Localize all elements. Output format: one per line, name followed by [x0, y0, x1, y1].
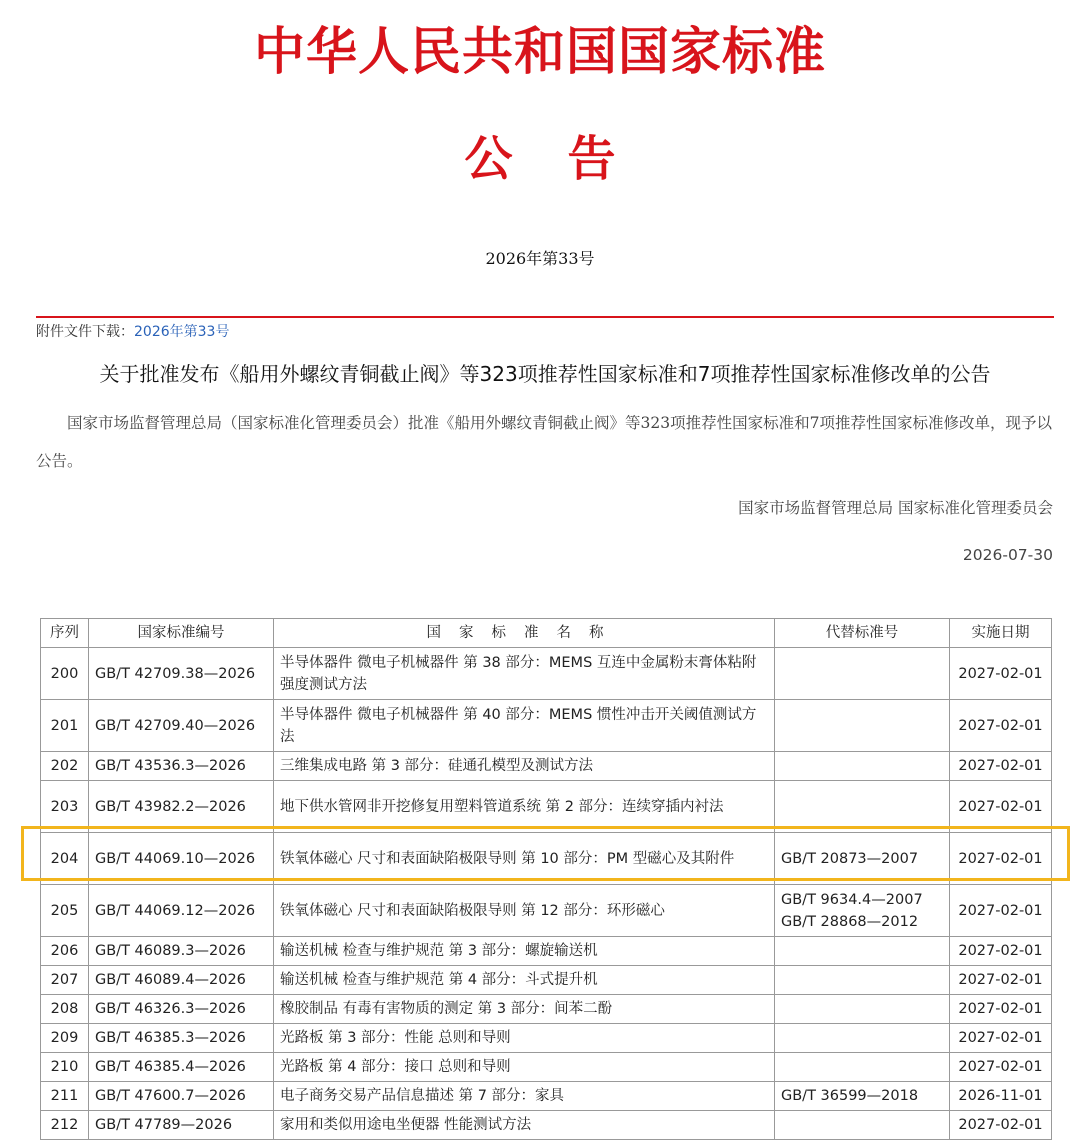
masthead-subtitle: 公告	[464, 131, 671, 187]
cell-name: 电子商务交易产品信息描述 第 7 部分：家具	[274, 1082, 775, 1111]
cell-seq: 203	[41, 781, 89, 833]
table-row	[41, 937, 1052, 966]
cell-name: 输送机械 检查与维护规范 第 4 部分：斗式提升机	[274, 966, 775, 995]
cell-code: GB/T 44069.12—2026	[89, 885, 274, 937]
cell-name: 半导体器件 微电子机械器件 第 40 部分：MEMS 惯性冲击开关阈值测试方法	[274, 700, 775, 752]
cell-code: GB/T 46089.4—2026	[89, 966, 274, 995]
table-row	[41, 752, 1052, 781]
cell-effective: 2027-02-01	[950, 700, 1052, 752]
cell-code: GB/T 42709.40—2026	[89, 700, 274, 752]
cell-code: GB/T 46385.3—2026	[89, 1024, 274, 1053]
replaces-line: GB/T 9634.4—2007	[781, 891, 923, 908]
header-name: 国家标准名称	[274, 619, 775, 648]
cell-effective: 2027-02-01	[950, 1053, 1052, 1082]
cell-effective: 2027-02-01	[950, 995, 1052, 1024]
cell-effective: 2027-02-01	[950, 781, 1052, 833]
cell-name: 光路板 第 4 部分：接口 总则和导则	[274, 1053, 775, 1082]
table-row-highlighted	[41, 833, 1052, 885]
table-row	[41, 995, 1052, 1024]
cell-replaces	[775, 937, 950, 966]
cell-name: 输送机械 检查与维护规范 第 3 部分：螺旋输送机	[274, 937, 775, 966]
standards-table	[40, 618, 1052, 1140]
cell-code: GB/T 47789—2026	[89, 1111, 274, 1140]
cell-seq: 200	[41, 648, 89, 700]
cell-name: 半导体器件 微电子机械器件 第 38 部分：MEMS 互连中金属粉末膏体粘附强度测试方法	[274, 648, 775, 700]
cell-replaces: GB/T 20873—2007	[775, 833, 950, 885]
cell-name: 橡胶制品 有毒有害物质的测定 第 3 部分：间苯二酚	[274, 995, 775, 1024]
cell-effective: 2027-02-01	[950, 885, 1052, 937]
cell-name: 三维集成电路 第 3 部分：硅通孔模型及测试方法	[274, 752, 775, 781]
header-seq: 序列	[41, 619, 89, 648]
cell-replaces	[775, 995, 950, 1024]
cell-seq: 206	[41, 937, 89, 966]
table-row	[41, 966, 1052, 995]
cell-effective: 2027-02-01	[950, 752, 1052, 781]
cell-code: GB/T 47600.7—2026	[89, 1082, 274, 1111]
cell-effective: 2027-02-01	[950, 1111, 1052, 1140]
cell-seq: 209	[41, 1024, 89, 1053]
cell-seq: 205	[41, 885, 89, 937]
cell-code: GB/T 43982.2—2026	[89, 781, 274, 833]
attachment-label: 附件文件下载：	[36, 324, 134, 340]
cell-replaces	[775, 752, 950, 781]
cell-code: GB/T 44069.10—2026	[89, 833, 274, 885]
cell-effective: 2027-02-01	[950, 833, 1052, 885]
cell-seq: 207	[41, 966, 89, 995]
header-code: 国家标准编号	[89, 619, 274, 648]
cell-seq: 212	[41, 1111, 89, 1140]
table-row	[41, 700, 1052, 752]
table-row	[41, 781, 1052, 833]
cell-code: GB/T 43536.3—2026	[89, 752, 274, 781]
table-row	[41, 1082, 1052, 1111]
attachment-download-link[interactable]: 2026年第33号	[134, 324, 230, 340]
cell-replaces	[775, 648, 950, 700]
cell-code: GB/T 46385.4—2026	[89, 1053, 274, 1082]
masthead-title: 中华人民共和国国家标准	[253, 22, 826, 82]
cell-code: GB/T 46326.3—2026	[89, 995, 274, 1024]
cell-effective: 2027-02-01	[950, 648, 1052, 700]
red-divider	[36, 316, 1054, 318]
cell-name: 家用和类似用途电坐便器 性能测试方法	[274, 1111, 775, 1140]
cell-name: 地下供水管网非开挖修复用塑料管道系统 第 2 部分：连续穿插内衬法	[274, 781, 775, 833]
cell-replaces	[775, 1024, 950, 1053]
issue-date: 2026-07-30	[962, 546, 1053, 564]
cell-code: GB/T 46089.3—2026	[89, 937, 274, 966]
header-effective: 实施日期	[950, 619, 1052, 648]
cell-replaces	[775, 885, 950, 937]
cell-effective: 2027-02-01	[950, 966, 1052, 995]
cell-effective: 2026-11-01	[950, 1082, 1052, 1111]
cell-name: 铁氧体磁心 尺寸和表面缺陷极限导则 第 10 部分：PM 型磁心及其附件	[274, 833, 775, 885]
issuer-signature: 国家市场监督管理总局 国家标准化管理委员会	[738, 499, 1053, 517]
cell-effective: 2027-02-01	[950, 1024, 1052, 1053]
cell-seq: 211	[41, 1082, 89, 1111]
cell-replaces	[775, 1111, 950, 1140]
cell-replaces: GB/T 36599—2018	[775, 1082, 950, 1111]
cell-code: GB/T 42709.38—2026	[89, 648, 274, 700]
cell-effective: 2027-02-01	[950, 937, 1052, 966]
cell-seq: 208	[41, 995, 89, 1024]
table-header-row	[41, 619, 1052, 648]
cell-replaces	[775, 781, 950, 833]
header-replaces: 代替标准号	[775, 619, 950, 648]
table-row	[41, 1024, 1052, 1053]
attachment-row	[36, 321, 229, 341]
cell-replaces	[775, 700, 950, 752]
cell-name: 铁氧体磁心 尺寸和表面缺陷极限导则 第 12 部分：环形磁心	[274, 885, 775, 937]
cell-name: 光路板 第 3 部分：性能 总则和导则	[274, 1024, 775, 1053]
table-row	[41, 648, 1052, 700]
table-row	[41, 885, 1052, 937]
cell-seq: 202	[41, 752, 89, 781]
table-row	[41, 1053, 1052, 1082]
announcement-body: 国家市场监督管理总局（国家标准化管理委员会）批准《船用外螺纹青铜截止阀》等323项推荐性国家标准和7项推荐性国家标准修改单，现予以公告。	[36, 414, 1052, 470]
cell-seq: 210	[41, 1053, 89, 1082]
table-row	[41, 1111, 1052, 1140]
cell-seq: 204	[41, 833, 89, 885]
cell-replaces	[775, 966, 950, 995]
replaces-line: GB/T 28868—2012	[781, 913, 919, 930]
announcement-headline: 关于批准发布《船用外螺纹青铜截止阀》等323项推荐性国家标准和7项推荐性国家标准修改单的公告	[99, 362, 991, 386]
cell-seq: 201	[41, 700, 89, 752]
cell-replaces	[775, 1053, 950, 1082]
document-number: 2026年第33号	[485, 249, 595, 268]
